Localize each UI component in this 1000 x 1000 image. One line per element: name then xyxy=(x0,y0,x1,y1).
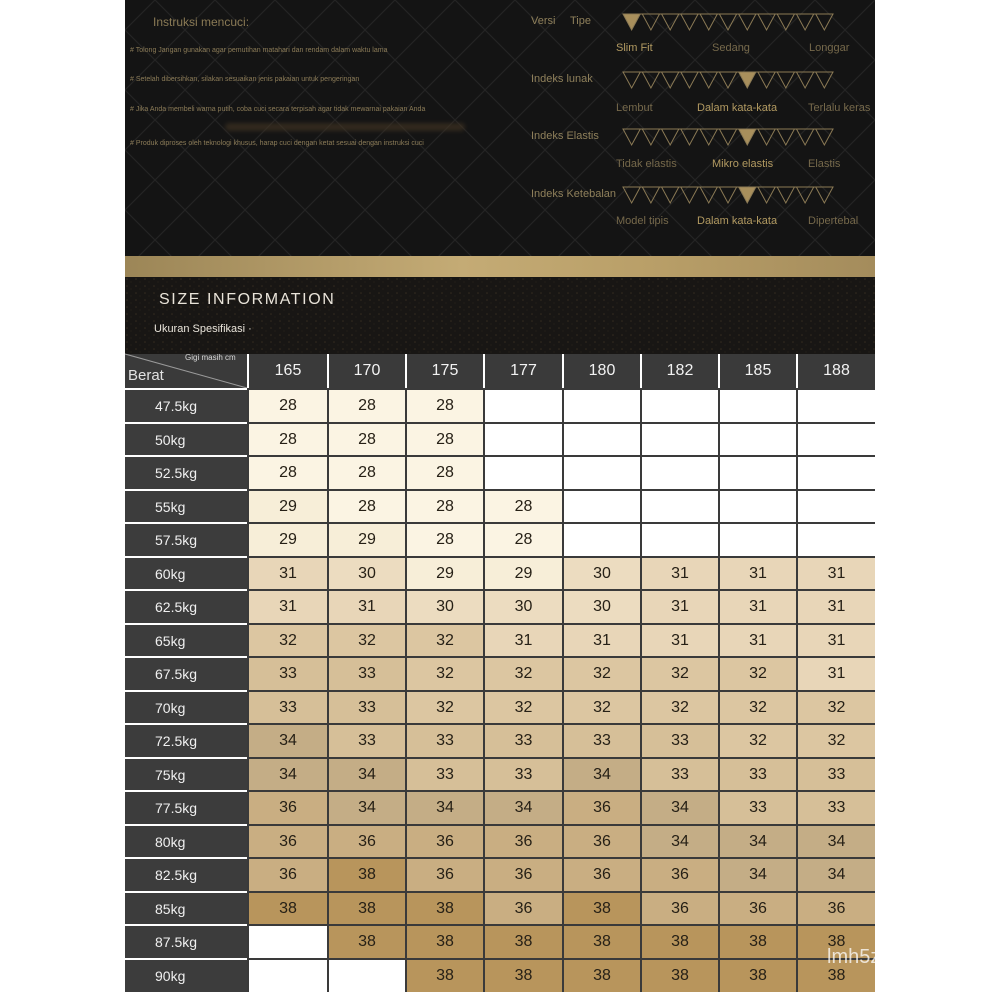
size-cell: 32 xyxy=(640,690,718,724)
size-cell: 38 xyxy=(405,924,483,958)
size-cell: 33 xyxy=(405,757,483,791)
index-label: Indeks Ketebalan xyxy=(531,188,617,200)
size-cell: 33 xyxy=(247,690,327,724)
empty-cell xyxy=(718,489,796,523)
weight-label xyxy=(125,924,247,958)
size-cell: 28 xyxy=(405,422,483,456)
weight-label-text: 62.5kg xyxy=(155,599,198,615)
size-cell: 36 xyxy=(327,824,405,858)
empty-cell xyxy=(640,388,718,422)
size-cell: 28 xyxy=(327,422,405,456)
size-cell: 36 xyxy=(483,857,562,891)
size-cell: 31 xyxy=(796,623,875,657)
size-cell: 38 xyxy=(405,891,483,925)
size-cell: 36 xyxy=(562,824,640,858)
watermark: lmh5z8o_tr xyxy=(827,946,926,968)
size-cell: 31 xyxy=(796,656,875,690)
weight-label xyxy=(125,422,247,456)
index-scale-bar xyxy=(622,186,834,204)
size-cell: 28 xyxy=(405,522,483,556)
wash-note: # Tolong Jangan gunakan agar pemutihan matahari dan rendam dalam waktu lama xyxy=(130,47,388,54)
size-cell: 38 xyxy=(483,958,562,992)
size-cell: 32 xyxy=(483,656,562,690)
scale-marker-selected xyxy=(623,14,640,30)
size-cell: 31 xyxy=(640,589,718,623)
weight-label-text: 47.5kg xyxy=(155,398,198,414)
wash-note: # Setelah dibersihkan, silakan sesuaikan jenis pakaian untuk pengeringan xyxy=(130,76,360,83)
size-cell: 33 xyxy=(640,757,718,791)
size-cell: 38 xyxy=(327,924,405,958)
empty-cell xyxy=(247,924,327,958)
size-cell: 32 xyxy=(718,723,796,757)
scale-marker xyxy=(777,129,794,145)
size-cell: 38 xyxy=(718,924,796,958)
size-cell: 33 xyxy=(718,757,796,791)
empty-cell xyxy=(562,522,640,556)
size-cell: 29 xyxy=(327,522,405,556)
weight-label-text: 57.5kg xyxy=(155,532,198,548)
index-caption: Dalam kata-kata xyxy=(697,102,778,114)
scale-marker xyxy=(796,14,813,30)
scale-marker xyxy=(719,129,736,145)
size-cell: 31 xyxy=(718,556,796,590)
size-cell: 34 xyxy=(718,824,796,858)
size-cell: 32 xyxy=(718,656,796,690)
scale-marker xyxy=(796,187,813,203)
size-cell: 31 xyxy=(796,556,875,590)
size-cell: 36 xyxy=(247,790,327,824)
index-sublabel: Tipe xyxy=(570,15,591,27)
scale-marker xyxy=(816,129,833,145)
size-cell: 34 xyxy=(327,790,405,824)
size-cell: 33 xyxy=(327,690,405,724)
size-cell: 33 xyxy=(718,790,796,824)
weight-label xyxy=(125,388,247,422)
size-cell: 30 xyxy=(405,589,483,623)
size-cell: 38 xyxy=(562,924,640,958)
size-cell: 34 xyxy=(562,757,640,791)
size-info-header xyxy=(125,277,875,354)
size-cell: 36 xyxy=(562,790,640,824)
size-cell: 29 xyxy=(483,556,562,590)
size-cell: 34 xyxy=(327,757,405,791)
gold-divider xyxy=(125,256,875,277)
weight-label xyxy=(125,455,247,489)
size-cell: 29 xyxy=(247,522,327,556)
scale-marker xyxy=(758,129,775,145)
size-cell: 36 xyxy=(483,891,562,925)
empty-cell xyxy=(718,455,796,489)
scale-marker xyxy=(816,72,833,88)
size-cell: 38 xyxy=(796,958,875,992)
size-chart-sheet xyxy=(125,0,926,1000)
scale-marker xyxy=(700,14,717,30)
size-cell: 28 xyxy=(327,489,405,523)
empty-cell xyxy=(483,455,562,489)
size-cell: 33 xyxy=(327,656,405,690)
weight-label-text: 65kg xyxy=(155,632,186,649)
size-cell: 36 xyxy=(562,857,640,891)
index-scale-bar xyxy=(622,128,834,146)
size-cell: 29 xyxy=(247,489,327,523)
size-cell: 28 xyxy=(405,455,483,489)
weight-label-text: 50kg xyxy=(155,431,186,448)
height-header: 177 xyxy=(483,354,562,388)
weight-label xyxy=(125,790,247,824)
size-cell: 31 xyxy=(562,623,640,657)
size-cell: 38 xyxy=(483,924,562,958)
empty-cell xyxy=(796,455,875,489)
size-cell: 34 xyxy=(247,723,327,757)
index-caption: Sedang xyxy=(712,42,750,54)
size-cell: 32 xyxy=(483,690,562,724)
size-cell: 32 xyxy=(796,723,875,757)
size-cell: 36 xyxy=(640,857,718,891)
empty-cell xyxy=(796,422,875,456)
weight-label xyxy=(125,857,247,891)
size-cell: 38 xyxy=(327,857,405,891)
size-cell: 31 xyxy=(483,623,562,657)
size-cell: 28 xyxy=(327,388,405,422)
index-caption: Longgar xyxy=(809,42,850,54)
scale-marker xyxy=(662,72,679,88)
scale-marker xyxy=(796,129,813,145)
size-cell: 38 xyxy=(405,958,483,992)
size-cell: 31 xyxy=(718,589,796,623)
size-cell: 28 xyxy=(405,489,483,523)
size-cell: 28 xyxy=(247,455,327,489)
weight-label xyxy=(125,824,247,858)
size-cell: 38 xyxy=(796,924,875,958)
size-cell: 33 xyxy=(483,723,562,757)
height-header: 170 xyxy=(327,354,405,388)
empty-cell xyxy=(247,958,327,992)
height-header: 182 xyxy=(640,354,718,388)
size-cell: 36 xyxy=(405,824,483,858)
size-cell: 32 xyxy=(247,623,327,657)
weight-label xyxy=(125,489,247,523)
empty-cell xyxy=(562,489,640,523)
size-cell: 31 xyxy=(640,556,718,590)
weight-label-text: 60kg xyxy=(155,565,186,582)
empty-cell xyxy=(718,422,796,456)
size-cell: 34 xyxy=(718,857,796,891)
index-label: Versi xyxy=(531,15,556,27)
weight-label-text: 52.5kg xyxy=(155,465,198,481)
size-cell: 36 xyxy=(718,891,796,925)
empty-cell xyxy=(640,489,718,523)
weight-label xyxy=(125,623,247,657)
size-cell: 28 xyxy=(483,489,562,523)
empty-cell xyxy=(562,455,640,489)
size-cell: 36 xyxy=(405,857,483,891)
size-cell: 32 xyxy=(640,656,718,690)
size-cell: 33 xyxy=(796,790,875,824)
scale-marker xyxy=(642,14,659,30)
empty-cell xyxy=(562,388,640,422)
size-cell: 31 xyxy=(640,623,718,657)
index-caption: Tidak elastis xyxy=(616,158,677,170)
index-caption: Dalam kata-kata xyxy=(697,215,778,227)
size-cell: 32 xyxy=(405,690,483,724)
size-cell: 32 xyxy=(562,656,640,690)
weight-label-text: 90kg xyxy=(155,967,186,984)
size-cell: 38 xyxy=(640,958,718,992)
scale-marker xyxy=(777,14,794,30)
scale-marker xyxy=(681,72,698,88)
product-info-panel xyxy=(125,0,875,256)
size-cell: 38 xyxy=(562,958,640,992)
scale-marker xyxy=(642,129,659,145)
scale-marker xyxy=(700,129,717,145)
weight-label xyxy=(125,556,247,590)
weight-label xyxy=(125,891,247,925)
size-cell: 30 xyxy=(562,589,640,623)
weight-label xyxy=(125,690,247,724)
size-cell: 36 xyxy=(247,824,327,858)
size-cell: 33 xyxy=(796,757,875,791)
empty-cell xyxy=(796,522,875,556)
index-caption: Slim Fit xyxy=(616,42,653,54)
index-scale-bar xyxy=(622,13,834,31)
empty-cell xyxy=(562,422,640,456)
index-caption: Lembut xyxy=(616,102,653,114)
empty-cell xyxy=(327,958,405,992)
empty-cell xyxy=(718,522,796,556)
weight-label-text: 67.5kg xyxy=(155,666,198,682)
scale-marker xyxy=(662,14,679,30)
size-cell: 34 xyxy=(640,824,718,858)
weight-label-text: 80kg xyxy=(155,833,186,850)
scale-marker xyxy=(623,129,640,145)
weight-label-text: 70kg xyxy=(155,699,186,716)
weight-label-text: 55kg xyxy=(155,498,186,515)
size-cell: 30 xyxy=(562,556,640,590)
index-label: Indeks Elastis xyxy=(531,130,599,142)
height-header: 175 xyxy=(405,354,483,388)
scale-marker-selected xyxy=(739,187,756,203)
size-cell: 33 xyxy=(483,757,562,791)
index-caption: Elastis xyxy=(808,158,841,170)
height-header: 165 xyxy=(247,354,327,388)
index-scale-bar xyxy=(622,71,834,89)
size-cell: 32 xyxy=(718,690,796,724)
weight-label xyxy=(125,656,247,690)
size-cell: 33 xyxy=(405,723,483,757)
size-cell: 38 xyxy=(562,891,640,925)
scale-marker xyxy=(623,187,640,203)
speckle-texture xyxy=(125,277,875,354)
empty-cell xyxy=(483,422,562,456)
blurred-text xyxy=(225,123,465,131)
scale-marker xyxy=(642,72,659,88)
scale-marker xyxy=(719,72,736,88)
scale-marker xyxy=(816,14,833,30)
size-cell: 28 xyxy=(247,422,327,456)
scale-marker xyxy=(700,187,717,203)
size-cell: 28 xyxy=(247,388,327,422)
weight-label xyxy=(125,958,247,992)
scale-marker xyxy=(739,14,756,30)
size-cell: 28 xyxy=(405,388,483,422)
size-cell: 31 xyxy=(327,589,405,623)
index-caption: Dipertebal xyxy=(808,215,859,227)
size-cell: 38 xyxy=(327,891,405,925)
scale-marker xyxy=(681,129,698,145)
height-header: 188 xyxy=(796,354,875,388)
scale-marker xyxy=(662,129,679,145)
scale-marker xyxy=(758,72,775,88)
size-cell: 34 xyxy=(405,790,483,824)
size-cell: 38 xyxy=(718,958,796,992)
size-cell: 36 xyxy=(247,857,327,891)
wash-note: # Jika Anda membeli warna putih, coba cuci secara terpisah agar tidak mewarnai pakaian Anda xyxy=(130,106,426,113)
scale-marker xyxy=(777,187,794,203)
index-caption: Model tipis xyxy=(616,215,669,227)
weight-axis-label: Berat xyxy=(128,367,164,384)
size-cell: 30 xyxy=(483,589,562,623)
size-cell: 28 xyxy=(483,522,562,556)
weight-label-text: 82.5kg xyxy=(155,867,198,883)
height-header: 180 xyxy=(562,354,640,388)
scale-marker xyxy=(816,187,833,203)
scale-marker xyxy=(719,14,736,30)
empty-cell xyxy=(640,455,718,489)
index-caption: Terlalu keras xyxy=(808,102,871,114)
size-cell: 31 xyxy=(796,589,875,623)
weight-label-text: 72.5kg xyxy=(155,733,198,749)
size-cell: 34 xyxy=(796,857,875,891)
weight-label-text: 87.5kg xyxy=(155,934,198,950)
size-cell: 32 xyxy=(327,623,405,657)
size-cell: 36 xyxy=(796,891,875,925)
weight-label-text: 85kg xyxy=(155,900,186,917)
size-cell: 33 xyxy=(247,656,327,690)
wash-note: # Produk diproses oleh teknologi khusus, harap cuci dengan ketat sesuai dengan instruksi cuci xyxy=(130,140,424,147)
index-caption: Mikro elastis xyxy=(712,158,774,170)
size-cell: 36 xyxy=(640,891,718,925)
size-cell: 34 xyxy=(640,790,718,824)
scale-marker-selected xyxy=(739,129,756,145)
size-cell: 33 xyxy=(562,723,640,757)
height-header: 185 xyxy=(718,354,796,388)
weight-label-text: 75kg xyxy=(155,766,186,783)
wash-instructions-title: Instruksi mencuci: xyxy=(153,15,250,29)
scale-marker-selected xyxy=(739,72,756,88)
scale-marker xyxy=(758,14,775,30)
size-cell: 28 xyxy=(327,455,405,489)
index-label: Indeks lunak xyxy=(531,73,593,85)
size-cell: 34 xyxy=(483,790,562,824)
scale-marker xyxy=(623,72,640,88)
size-info-title: SIZE INFORMATION xyxy=(159,291,336,308)
scale-marker xyxy=(719,187,736,203)
size-cell: 29 xyxy=(405,556,483,590)
size-cell: 31 xyxy=(718,623,796,657)
weight-label xyxy=(125,723,247,757)
size-cell: 38 xyxy=(640,924,718,958)
scale-marker xyxy=(777,72,794,88)
empty-cell xyxy=(640,522,718,556)
size-info-subtitle: Ukuran Spesifikasi · xyxy=(154,323,252,335)
scale-marker xyxy=(642,187,659,203)
size-cell: 33 xyxy=(327,723,405,757)
scale-marker xyxy=(681,187,698,203)
scale-marker xyxy=(681,14,698,30)
size-cell: 32 xyxy=(562,690,640,724)
empty-cell xyxy=(483,388,562,422)
size-cell: 32 xyxy=(405,656,483,690)
empty-cell xyxy=(640,422,718,456)
scale-marker xyxy=(796,72,813,88)
size-cell: 38 xyxy=(247,891,327,925)
empty-cell xyxy=(718,388,796,422)
size-cell: 36 xyxy=(483,824,562,858)
size-cell: 34 xyxy=(796,824,875,858)
size-cell: 31 xyxy=(247,556,327,590)
size-cell: 30 xyxy=(327,556,405,590)
size-cell: 33 xyxy=(640,723,718,757)
weight-label xyxy=(125,757,247,791)
empty-cell xyxy=(796,489,875,523)
size-cell: 31 xyxy=(247,589,327,623)
scale-marker xyxy=(700,72,717,88)
weight-label xyxy=(125,589,247,623)
table-corner xyxy=(125,354,247,388)
scale-marker xyxy=(662,187,679,203)
weight-label xyxy=(125,522,247,556)
empty-cell xyxy=(796,388,875,422)
size-cell: 34 xyxy=(247,757,327,791)
size-cell: 32 xyxy=(405,623,483,657)
size-cell: 32 xyxy=(796,690,875,724)
weight-label-text: 77.5kg xyxy=(155,800,198,816)
scale-marker xyxy=(758,187,775,203)
height-axis-label: Gigi masih cm xyxy=(185,353,236,362)
